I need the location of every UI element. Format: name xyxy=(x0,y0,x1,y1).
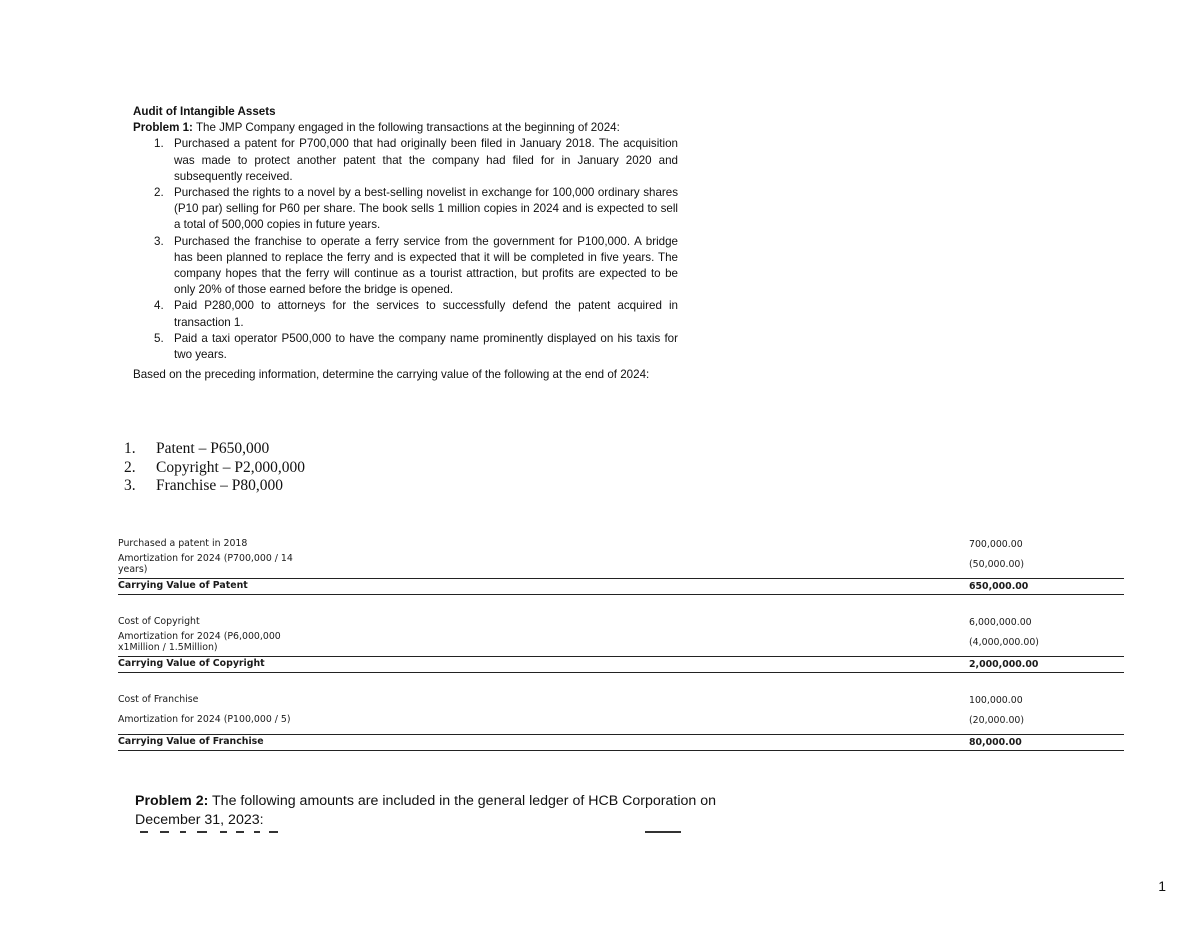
problem-1-intro xyxy=(133,120,678,136)
cut-fragment xyxy=(160,831,169,833)
row-label: Cost of Copyright xyxy=(118,615,200,627)
transaction-number: 3. xyxy=(154,234,164,248)
table-row xyxy=(118,551,1124,578)
row-amount: 100,000.00 xyxy=(969,694,1023,706)
total-label: Carrying Value of Patent xyxy=(118,580,248,592)
question-text: Based on the preceding information, determine the carrying value of the following at the end of 2024: xyxy=(133,368,650,382)
transaction-number: 4. xyxy=(154,299,164,313)
table-row xyxy=(118,707,1124,734)
table-row xyxy=(118,629,1124,656)
row-label: Amortization for 2024 (P6,000,000 x1Million / 1.5Million) xyxy=(118,631,281,653)
problem-1-intro-text: The JMP Company engaged in the following transactions at the beginning of 2024: xyxy=(195,121,620,135)
row-amount: 6,000,000.00 xyxy=(969,616,1032,628)
transaction-list xyxy=(133,136,678,363)
problem-2 xyxy=(135,792,735,829)
total-amount: 80,000.00 xyxy=(969,737,1022,748)
transaction-item xyxy=(133,136,678,185)
row-amount: (50,000.00) xyxy=(969,559,1025,570)
transaction-text: Purchased the rights to a novel by a best-selling novelist in exchange for 100,000 ordinary shares (P10 par) selling for P60 per share. The book sells 1 million copies in 2024 and is expected to sell a total of 500,000 copies in future years. xyxy=(174,186,678,232)
table-total-row xyxy=(118,734,1124,751)
answer-number: 1. xyxy=(124,440,136,457)
row-amount: 700,000.00 xyxy=(969,538,1023,550)
answer-number: 2. xyxy=(124,458,136,476)
total-label: Carrying Value of Copyright xyxy=(118,658,265,670)
problem-1 xyxy=(133,104,678,383)
transaction-item xyxy=(133,234,678,299)
transaction-item xyxy=(133,331,678,363)
cut-fragment xyxy=(645,831,681,833)
cut-fragment xyxy=(140,831,148,833)
cut-fragment xyxy=(269,831,278,833)
table-total-row xyxy=(118,656,1124,673)
answer-text: Copyright – P2,000,000 xyxy=(156,458,305,476)
row-amount: (20,000.00) xyxy=(969,715,1025,726)
transaction-item xyxy=(133,298,678,330)
total-amount: 2,000,000.00 xyxy=(969,659,1039,670)
transaction-text: Paid a taxi operator P500,000 to have the company name prominently displayed on his taxis for two years. xyxy=(174,331,678,362)
problem-2-text: The following amounts are included in the general ledger of HCB Corporation on December 31, 2023: xyxy=(135,793,716,828)
transaction-number: 1. xyxy=(154,137,164,151)
franchise-table xyxy=(118,693,1124,751)
answer-item xyxy=(124,477,305,496)
answer-number: 3. xyxy=(124,477,136,494)
answer-item xyxy=(124,440,305,459)
cut-fragment xyxy=(197,831,207,833)
row-label: Cost of Franchise xyxy=(118,693,199,705)
total-label: Carrying Value of Franchise xyxy=(118,736,264,748)
answer-text: Franchise – P80,000 xyxy=(156,477,284,494)
transaction-text: Paid P280,000 to attorneys for the services to successfully defend the patent acquired in transaction 1. xyxy=(174,299,678,329)
problem-2-label: Problem 2: xyxy=(135,793,209,809)
transaction-number: 5. xyxy=(154,331,164,345)
transaction-item xyxy=(133,185,678,234)
total-amount: 650,000.00 xyxy=(969,581,1029,592)
row-label: Amortization for 2024 (P700,000 / 14 years) xyxy=(118,553,293,575)
patent-table xyxy=(118,537,1124,595)
cut-fragment xyxy=(220,831,227,833)
row-amount: (4,000,000.00) xyxy=(969,637,1039,648)
table-row xyxy=(118,615,1124,629)
cut-fragment xyxy=(236,831,244,833)
cut-fragment xyxy=(180,831,186,833)
page-number: 1 xyxy=(1158,878,1166,894)
table-total-row xyxy=(118,578,1124,595)
transaction-number: 2. xyxy=(154,186,164,200)
answer-text: Patent – P650,000 xyxy=(156,440,270,457)
cut-fragment xyxy=(254,831,260,833)
transaction-text: Purchased a patent for P700,000 that had originally been filed in January 2018. The acquisition was made to protect another patent that the company had filed for in January 2020 and subsequently received. xyxy=(174,137,678,183)
section-title: Audit of Intangible Assets xyxy=(133,105,276,118)
table-row xyxy=(118,537,1124,551)
transaction-text: Purchased the franchise to operate a ferry service from the government for P100,000. A bridge has been planned to replace the ferry and is expected that it will be completed in five years. The company hopes that the ferry will continue as a tourist attraction, but profits are expected to be only 20% of those earned before the bridge is opened. xyxy=(174,234,678,297)
answer-item xyxy=(124,459,305,478)
problem-1-label: Problem 1: xyxy=(133,121,193,135)
copyright-table xyxy=(118,615,1124,673)
table-row xyxy=(118,693,1124,707)
answer-list xyxy=(124,440,305,496)
row-label: Amortization for 2024 (P100,000 / 5) xyxy=(118,714,291,726)
cropped-text-line xyxy=(135,829,705,835)
row-label: Purchased a patent in 2018 xyxy=(118,537,248,549)
